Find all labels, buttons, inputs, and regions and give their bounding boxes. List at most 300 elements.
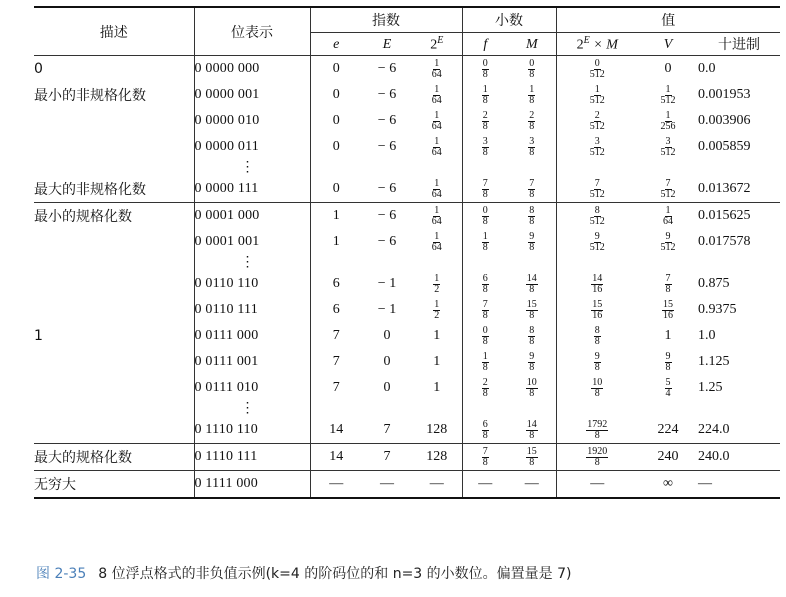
cell-M — [508, 229, 556, 255]
denominator: 8 — [482, 283, 488, 295]
cell-E: 0 — [383, 354, 391, 369]
denominator: 8 — [594, 361, 600, 373]
cell-twoE — [412, 271, 462, 297]
cell-M — [508, 297, 556, 323]
denominator: 8 — [482, 215, 488, 227]
fraction — [589, 111, 606, 132]
cell-V — [638, 349, 698, 375]
table-row — [34, 297, 780, 323]
denominator: 512 — [660, 146, 676, 158]
cell-desc: 最大的规格化数 — [34, 444, 194, 471]
cell-f — [462, 271, 508, 297]
denominator: 8 — [482, 241, 488, 253]
cell-M — [508, 255, 556, 271]
fraction — [431, 111, 443, 132]
cell-M — [508, 108, 556, 134]
cell-twoE — [412, 108, 462, 134]
numerator: 0 — [482, 204, 488, 216]
cell-twoEM — [556, 271, 638, 297]
numerator: 15 — [663, 298, 674, 310]
fraction — [591, 274, 603, 295]
cell-dec: 1.0 — [698, 328, 716, 343]
numerator: 14 — [592, 272, 603, 284]
cell-dec: 224.0 — [698, 417, 780, 444]
cell-V — [638, 271, 698, 297]
cell-twoE: 1 — [433, 328, 441, 343]
denominator: 8 — [482, 309, 488, 321]
denominator: 8 — [529, 335, 535, 347]
cell-twoEM — [556, 160, 638, 176]
caption-text: 8 位浮点格式的非负值示例(k=4 的阶码位的和 n=3 的小数位。偏置量是 7) — [98, 566, 572, 582]
denominator: 8 — [594, 335, 600, 347]
cell-desc — [34, 349, 194, 375]
cell-f — [462, 108, 508, 134]
fraction — [433, 300, 440, 321]
cell-desc — [34, 108, 194, 134]
header-V: V — [663, 36, 673, 52]
denominator: 8 — [482, 335, 488, 347]
cell-bits: 0 0000 001 — [194, 82, 310, 108]
numerator: 0 — [482, 324, 488, 336]
fraction — [482, 232, 489, 253]
cell-f — [462, 82, 508, 108]
numerator: 9 — [594, 350, 600, 362]
numerator: 1 — [434, 204, 440, 216]
cell-V — [638, 229, 698, 255]
cell-twoEM — [556, 375, 638, 401]
cell-bits: 0 0001 001 — [194, 229, 310, 255]
cell-twoEM — [556, 323, 638, 349]
cell-bits: 0 0000 011 — [194, 134, 310, 160]
fraction — [660, 137, 677, 158]
table-row — [34, 134, 780, 160]
fraction — [662, 206, 674, 227]
cell-dec — [698, 255, 780, 271]
fraction — [482, 352, 489, 373]
fraction — [482, 179, 489, 200]
figure-number: 图 2-35 — [36, 566, 87, 582]
denominator: 8 — [482, 188, 488, 200]
numerator: 9 — [529, 350, 535, 362]
figure-caption — [36, 563, 782, 583]
numerator: 2 — [482, 376, 488, 388]
numerator: 1 — [434, 230, 440, 242]
denominator: 8 — [482, 387, 488, 399]
numerator: 3 — [594, 135, 600, 147]
cell-twoEM — [556, 134, 638, 160]
fraction — [482, 137, 489, 158]
cell-desc — [34, 375, 194, 401]
cell-twoE — [412, 297, 462, 323]
fraction — [528, 352, 535, 373]
fraction — [594, 352, 601, 373]
cell-e: 7 — [310, 323, 362, 349]
header-2E: $2^E$ — [430, 34, 444, 53]
numerator: 2 — [529, 109, 535, 121]
numerator: 7 — [482, 298, 488, 310]
denominator: 8 — [529, 361, 535, 373]
cell-twoEM — [556, 176, 638, 203]
cell-twoE — [412, 56, 462, 83]
fraction — [591, 378, 603, 399]
cell-dec: 240.0 — [698, 444, 780, 471]
header-exponent: 指数 — [310, 7, 462, 33]
cell-e — [310, 401, 362, 417]
fraction — [591, 300, 603, 321]
cell-M — [508, 176, 556, 203]
cell-E: 0 — [383, 328, 391, 343]
denominator: 8 — [594, 387, 600, 399]
cell-f — [462, 255, 508, 271]
denominator: 8 — [529, 68, 535, 80]
cell-V — [638, 134, 698, 160]
cell-twoE — [412, 229, 462, 255]
cell-M — [508, 417, 556, 444]
fraction — [526, 300, 538, 321]
denominator: 64 — [431, 146, 442, 158]
cell-desc — [34, 134, 194, 160]
numerator: 1 — [665, 83, 671, 95]
cell-f — [462, 203, 508, 230]
numerator: 9 — [529, 230, 535, 242]
numerator: 10 — [592, 376, 603, 388]
table-body — [34, 56, 780, 499]
fraction — [526, 274, 538, 295]
denominator: 64 — [431, 188, 442, 200]
denominator: 8 — [482, 456, 488, 468]
table-row — [34, 471, 780, 499]
ellipsis-row — [34, 160, 780, 176]
fraction — [526, 378, 538, 399]
cell-dec: 0.005859 — [698, 139, 751, 154]
header-E: E — [382, 36, 392, 52]
fraction — [586, 420, 608, 441]
cell-twoEM — [556, 417, 638, 444]
denominator: 8 — [529, 188, 535, 200]
numerator: 3 — [665, 135, 671, 147]
denominator: 2 — [434, 309, 440, 321]
cell-twoEM — [556, 444, 638, 471]
fraction — [660, 111, 677, 132]
cell-E: 7 — [362, 417, 412, 444]
cell-bits: 0 1111 000 — [194, 471, 310, 499]
cell-bits: 0 0111 010 — [194, 375, 310, 401]
numerator: 3 — [529, 135, 535, 147]
denominator: 8 — [665, 283, 671, 295]
cell-V: 224 — [638, 417, 698, 444]
table-row — [34, 271, 780, 297]
fraction — [482, 378, 489, 399]
numerator: 9 — [665, 230, 671, 242]
numerator: 10 — [526, 376, 537, 388]
cell-dec: 1.125 — [698, 354, 730, 369]
fraction — [431, 59, 443, 80]
cell-e: 0 — [310, 134, 362, 160]
cell-twoE — [412, 203, 462, 230]
cell-twoEM — [556, 229, 638, 255]
fraction — [528, 59, 535, 80]
cell-desc: 0 — [34, 61, 43, 77]
cell-V: 1 — [664, 328, 672, 343]
cell-f — [462, 417, 508, 444]
numerator: 2 — [482, 109, 488, 121]
cell-f — [462, 56, 508, 83]
cell-bits: 0 0110 110 — [194, 271, 310, 297]
numerator: 9 — [665, 350, 671, 362]
cell-E: − 1 — [377, 302, 397, 317]
cell-desc: 无穷大 — [34, 471, 194, 499]
denominator: 512 — [660, 94, 676, 106]
cell-twoE: 128 — [412, 444, 462, 471]
fraction — [526, 447, 538, 468]
fraction — [665, 274, 672, 295]
cell-M — [508, 401, 556, 417]
fraction — [482, 85, 489, 106]
fraction — [482, 420, 489, 441]
cell-E — [362, 255, 412, 271]
denominator: 512 — [589, 94, 605, 106]
cell-bits: 0 0111 001 — [194, 349, 310, 375]
numerator: 0 — [594, 57, 600, 69]
fraction — [589, 59, 606, 80]
numerator: 1 — [434, 177, 440, 189]
numerator: 5 — [665, 376, 671, 388]
cell-M — [508, 82, 556, 108]
cell-twoEM — [556, 255, 638, 271]
denominator: 8 — [482, 94, 488, 106]
cell-e: 0 — [310, 176, 362, 203]
cell-M — [508, 203, 556, 230]
cell-V — [638, 297, 698, 323]
denominator: 16 — [592, 283, 603, 295]
numerator: 1 — [529, 83, 535, 95]
fraction — [586, 447, 608, 468]
numerator: 14 — [526, 418, 537, 430]
cell-V — [638, 108, 698, 134]
cell-f — [462, 349, 508, 375]
fraction — [528, 232, 535, 253]
fraction — [528, 85, 535, 106]
cell-twoEM — [556, 56, 638, 83]
numerator: 1 — [434, 83, 440, 95]
fraction — [660, 232, 677, 253]
denominator: 8 — [529, 429, 535, 441]
numerator: 1792 — [587, 418, 608, 430]
cell-V: ∞ — [638, 471, 698, 499]
header-f: f — [462, 33, 508, 56]
cell-M — [508, 134, 556, 160]
cell-V — [638, 401, 698, 417]
cell-dec — [698, 160, 780, 176]
cell-E: − 6 — [362, 176, 412, 203]
cell-e: — — [310, 471, 362, 499]
header-bits: 位表示 — [194, 7, 310, 56]
cell-f — [462, 297, 508, 323]
cell-f — [462, 229, 508, 255]
cell-dec: 0.017578 — [698, 234, 751, 249]
cell-f — [462, 444, 508, 471]
cell-twoE — [412, 134, 462, 160]
fraction — [589, 206, 606, 227]
fraction — [482, 206, 489, 227]
cell-twoE — [412, 82, 462, 108]
denominator: 16 — [592, 309, 603, 321]
denominator: 8 — [529, 146, 535, 158]
table-row — [34, 82, 780, 108]
numerator: 15 — [592, 298, 603, 310]
denominator: 8 — [529, 283, 535, 295]
numerator: 0 — [529, 57, 535, 69]
cell-M — [508, 444, 556, 471]
cell-desc — [34, 297, 194, 323]
numerator: 1 — [482, 83, 488, 95]
ellipsis-row — [34, 401, 780, 417]
denominator: 64 — [431, 120, 442, 132]
numerator: 1 — [665, 204, 671, 216]
fraction — [660, 85, 677, 106]
cell-M — [508, 375, 556, 401]
fraction — [528, 326, 535, 347]
cell-twoEM — [556, 401, 638, 417]
denominator: 8 — [482, 120, 488, 132]
cell-e: 0 — [310, 56, 362, 83]
numerator: 15 — [526, 298, 537, 310]
cell-twoE: 1 — [433, 354, 441, 369]
numerator: 1920 — [587, 445, 608, 457]
cell-desc: 最小的非规格化数 — [34, 88, 146, 104]
fraction — [589, 85, 606, 106]
numerator: 7 — [665, 272, 671, 284]
cell-bits: 0 0111 000 — [194, 323, 310, 349]
cell-desc: 最小的规格化数 — [34, 209, 132, 225]
fraction — [589, 232, 606, 253]
numerator: 15 — [526, 445, 537, 457]
fraction — [482, 326, 489, 347]
denominator: 64 — [663, 215, 674, 227]
table-row — [34, 349, 780, 375]
cell-e: 14 — [310, 417, 362, 444]
cell-e: 14 — [310, 444, 362, 471]
numerator: 0 — [482, 57, 488, 69]
cell-f: — — [462, 471, 508, 499]
cell-f — [462, 160, 508, 176]
cell-E: − 6 — [377, 113, 397, 128]
cell-E — [362, 160, 412, 176]
fraction — [482, 274, 489, 295]
cell-e: 6 — [310, 297, 362, 323]
table-row — [34, 323, 780, 349]
denominator: 8 — [529, 215, 535, 227]
cell-E: 0 — [383, 380, 391, 395]
denominator: 8 — [529, 456, 535, 468]
header-decimal: 十进制 — [718, 37, 761, 53]
cell-M — [508, 323, 556, 349]
cell-e — [310, 255, 362, 271]
cell-M — [508, 160, 556, 176]
cell-desc — [34, 255, 194, 271]
cell-V — [638, 176, 698, 203]
cell-twoE — [412, 255, 462, 271]
fraction — [665, 352, 672, 373]
numerator: 8 — [594, 204, 600, 216]
cell-V — [638, 160, 698, 176]
table-row — [34, 176, 780, 203]
denominator: 8 — [482, 146, 488, 158]
denominator: 8 — [529, 120, 535, 132]
numerator: 1 — [434, 298, 440, 310]
numerator: 1 — [434, 135, 440, 147]
table-row — [34, 375, 780, 401]
numerator: 1 — [594, 83, 600, 95]
header-2E-times-M: $2^E \times M$ — [556, 33, 638, 56]
cell-f — [462, 134, 508, 160]
cell-twoEM: — — [556, 471, 638, 499]
cell-dec: 0.875 — [698, 276, 730, 291]
fraction — [528, 137, 535, 158]
cell-e: 7 — [310, 375, 362, 401]
fraction — [431, 179, 443, 200]
numerator: 7 — [482, 177, 488, 189]
denominator: 64 — [431, 241, 442, 253]
numerator: 1 — [434, 272, 440, 284]
denominator: 8 — [594, 456, 600, 468]
denominator: 2 — [434, 283, 440, 295]
cell-E: − 6 — [377, 234, 397, 249]
cell-e: 1 — [310, 203, 362, 230]
denominator: 8 — [529, 387, 535, 399]
cell-e: 0 — [310, 82, 362, 108]
fraction — [431, 137, 443, 158]
cell-dec: — — [698, 471, 780, 499]
denominator: 64 — [431, 68, 442, 80]
numerator: 14 — [526, 272, 537, 284]
cell-dec: 1.25 — [698, 380, 723, 395]
cell-twoE: 128 — [412, 417, 462, 444]
fraction — [431, 206, 443, 227]
cell-e — [310, 160, 362, 176]
numerator: 8 — [594, 324, 600, 336]
header-desc: 描述 — [34, 7, 194, 56]
cell-desc — [34, 401, 194, 417]
denominator: 4 — [665, 387, 671, 399]
table-row — [34, 56, 780, 83]
cell-dec: 0.003906 — [698, 113, 751, 128]
fraction — [482, 111, 489, 132]
ellipsis-row — [34, 255, 780, 271]
denominator: 512 — [660, 188, 676, 200]
denominator: 8 — [594, 429, 600, 441]
cell-E: 7 — [362, 444, 412, 471]
cell-V — [638, 203, 698, 230]
cell-desc — [34, 271, 194, 297]
cell-f — [462, 176, 508, 203]
numerator: 7 — [665, 177, 671, 189]
denominator: 8 — [482, 429, 488, 441]
denominator: 512 — [589, 120, 605, 132]
cell-desc — [34, 417, 194, 444]
cell-bits: 0 0000 000 — [194, 56, 310, 83]
cell-bits: 0 0001 000 — [194, 203, 310, 230]
cell-E: − 6 — [377, 87, 397, 102]
cell-dec: 0.0 — [698, 61, 716, 76]
fraction — [594, 326, 601, 347]
numerator: 1 — [482, 350, 488, 362]
numerator: 9 — [594, 230, 600, 242]
cell-twoEM — [556, 108, 638, 134]
cell-e: 6 — [310, 271, 362, 297]
denominator: 512 — [660, 241, 676, 253]
float-values-table — [34, 6, 780, 499]
